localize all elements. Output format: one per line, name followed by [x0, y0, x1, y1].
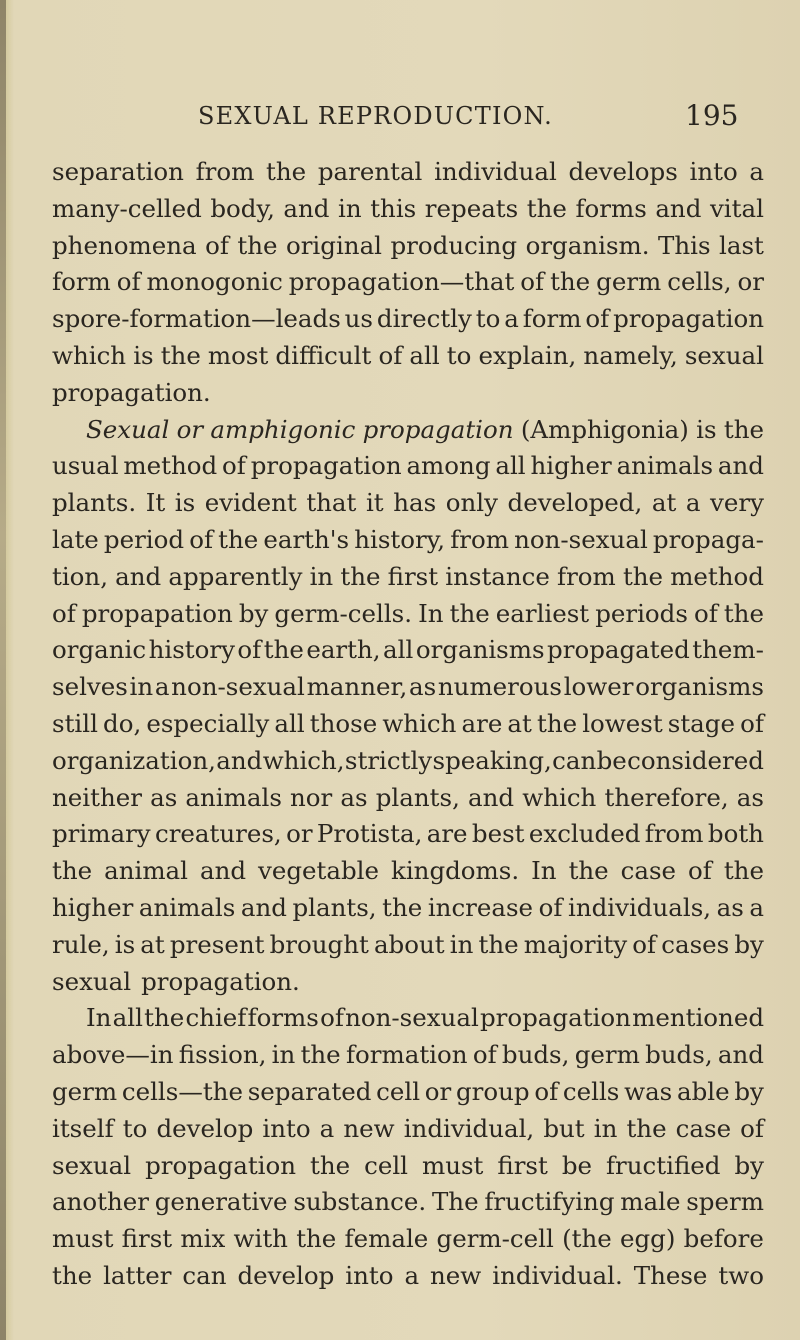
text-line: of propapation by germ-cells. In the earliest periods of the [52, 598, 764, 628]
text-line: spore-formation—leads us directly to a form of propagation [52, 304, 764, 334]
page-gutter-shadow [0, 0, 6, 1340]
text-line: the animal and vegetable kingdoms. In the case of the [52, 856, 764, 886]
text-line: phenomena of the original producing organism. This last [52, 230, 764, 260]
text-line: Sexual or amphigonic propagation (Amphigonia) is the [86, 414, 764, 444]
page-header [0, 96, 800, 140]
page-number: 195 [685, 99, 739, 132]
text-line: neither as animals nor as plants, and which therefore, as [52, 782, 764, 812]
text-line: usual method of propagation among all higher animals and [52, 451, 764, 481]
text-line: sexual propagation. [52, 966, 300, 996]
text-line: separation from the parental individual develops into a [52, 157, 764, 186]
text-line: propagation. [52, 377, 211, 407]
text-line: late period of the earth's history, from non-sexual propaga- [52, 524, 764, 554]
text-line: plants. It is evident that it has only developed, at a very [52, 488, 764, 518]
text-line: itself to develop into a new individual, but in the case of [52, 1113, 764, 1143]
text-line: primary creatures, or Protista, are best excluded from both [52, 819, 764, 849]
text-line: organic history of the earth, all organisms propagated them- [52, 635, 764, 665]
text-line: rule, is at present brought about in the majority of cases by [52, 929, 764, 959]
running-title: SEXUAL REPRODUCTION. [198, 102, 554, 130]
text-line: organization, and which, strictly speaking, can be considered [52, 745, 764, 775]
text-line: sexual propagation the cell must first be fructified by [52, 1150, 764, 1180]
text-line: form of monogonic propagation—that of the germ cells, or [52, 267, 764, 297]
body-text [52, 154, 764, 1295]
text-line: another generative substance. The fructifying male sperm [52, 1187, 764, 1217]
text-line: which is the most difficult of all to explain, namely, sexual [52, 340, 764, 370]
text-line: must first mix with the female germ-cell (the egg) before [52, 1224, 764, 1254]
text-line: above—in fission, in the formation of buds, germ buds, and [52, 1040, 764, 1070]
text-line: the latter can develop into a new individual. These two [52, 1260, 764, 1290]
text-line: germ cells—the separated cell or group of cells was able by [52, 1076, 764, 1106]
text-line: tion, and apparently in the first instance from the method [52, 561, 764, 591]
text-line: still do, especially all those which are at the lowest stage of [52, 708, 764, 738]
text-line: higher animals and plants, the increase of individuals, as a [52, 892, 764, 922]
text-line: many-celled body, and in this repeats the forms and vital [52, 193, 764, 223]
text-line: In all the chief forms of non-sexual propagation mentioned [86, 1003, 764, 1033]
text-line: selves in a non-sexual manner, as numerous lower organisms [52, 672, 764, 702]
